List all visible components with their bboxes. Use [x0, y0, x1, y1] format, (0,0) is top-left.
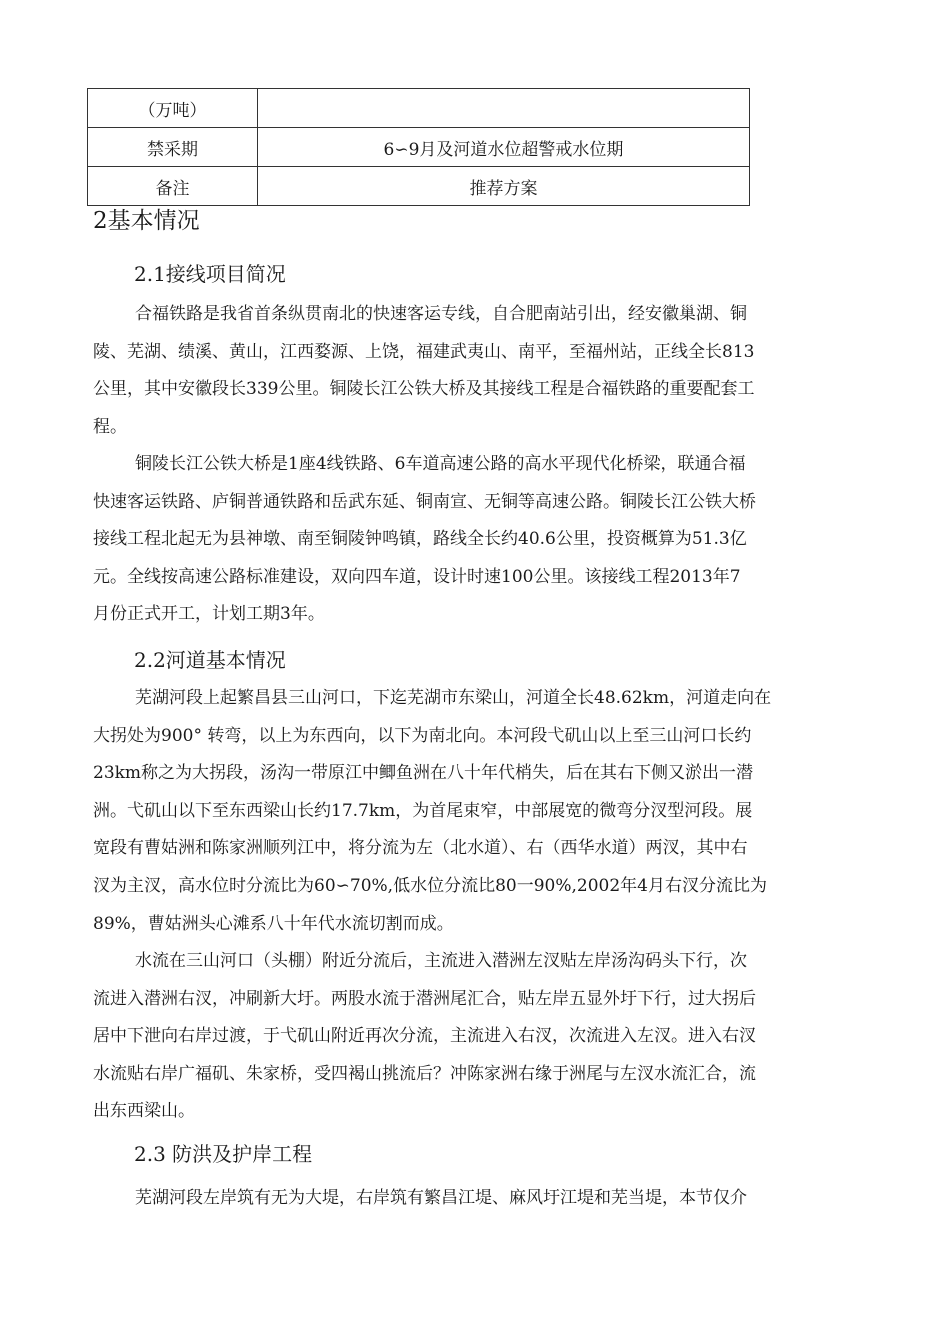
- text-line: 合福铁路是我省首条纵贯南北的快速客运专线，自合肥南站引出，经安徽巢湖、铜: [135, 304, 747, 324]
- text-line: 水流在三山河口（头棚）附近分流后，主流进入潜洲左汊贴左岸汤沟码头下行，次: [135, 951, 747, 971]
- text-line: 宽段有曹姑洲和陈家洲顺列江中，将分流为左（北水道）、右（西华水道）两汊，其中右: [93, 838, 748, 859]
- text-line: 流进入潜洲右汊，冲刷新大圩。两股水流于潜洲尾汇合，贴左岸五显外圩下行，过大拐后: [93, 988, 756, 1009]
- text-line: 公里，其中安徽段长339公里。铜陵长江公铁大桥及其接线工程是合福铁路的重要配套工: [93, 379, 755, 400]
- paragraph: [93, 680, 853, 943]
- table-cell-label: （万吨）: [88, 89, 258, 128]
- text-line: 洲。弋矶山以下至东西梁山长约17.7km，为首尾束窄，中部展宽的微弯分汊型河段。展: [93, 800, 753, 821]
- paragraph: [93, 296, 853, 446]
- text-line: 元。全线按高速公路标准建设，双向四车道，设计时速100公里。该接线工程2013年7: [93, 566, 741, 587]
- table-row: [88, 89, 750, 128]
- text-line: 芜湖河段左岸筑有无为大堤，右岸筑有繁昌江堤、麻风圩江堤和芜当堤，本节仅介: [135, 1188, 747, 1208]
- paragraph: [93, 446, 853, 634]
- text-line: 芜湖河段上起繁昌县三山河口，下迄芜湖市东梁山，河道全长48.62km，河道走向在: [135, 688, 772, 708]
- summary-table: [87, 88, 750, 206]
- text-line: 大拐处为900° 转弯，以上为东西向，以下为南北向。本河段弋矶山以上至三山河口长约: [93, 725, 752, 746]
- table-cell-label: 禁采期: [88, 128, 258, 167]
- text-line: 接线工程北起无为县神墩、南至铜陵钟鸣镇，路线全长约40.6公里，投资概算为51.3亿: [93, 529, 747, 550]
- text-line: 月份正式开工，计划工期3年。: [93, 604, 325, 625]
- table-cell-value: 6∽9月及河道水位超警戒水位期: [258, 128, 750, 167]
- subsection-heading: 2.2河道基本情况: [134, 648, 286, 672]
- table-row: [88, 167, 750, 206]
- text-line: 23km称之为大拐段，汤沟一带原江中鲫鱼洲在八十年代梢失，后在其右下侧又淤出一潜: [93, 763, 754, 784]
- paragraph: [93, 1180, 853, 1218]
- text-line: 89%，曹姑洲头心滩系八十年代水流切割而成。: [93, 913, 454, 934]
- text-line: 居中下泄向右岸过渡，于弋矶山附近再次分流，主流进入右汊，次流进入左汊。进入右汊: [93, 1026, 756, 1047]
- text-line: 铜陵长江公铁大桥是1座4线铁路、6车道高速公路的高水平现代化桥梁，联通合福: [135, 454, 746, 474]
- table-cell-value: 推荐方案: [258, 167, 750, 206]
- text-line: 汊为主汊，高水位时分流比为60∽70%,低水位分流比80一90%,2002年4月右汊分流比为: [93, 875, 767, 896]
- table-cell-value: [258, 89, 750, 128]
- text-line: 水流贴右岸广福矶、朱家桥，受四褐山挑流后？冲陈家洲右缘于洲尾与左汊水流汇合，流: [93, 1063, 756, 1084]
- text-line: 快速客运铁路、庐铜普通铁路和岳武东延、铜南宣、无铜等高速公路。铜陵长江公铁大桥: [93, 491, 756, 512]
- table-row: [88, 128, 750, 167]
- text-line: 程。: [93, 416, 127, 437]
- subsection-heading: 2.1接线项目简况: [134, 262, 286, 286]
- table-cell-label: 备注: [88, 167, 258, 206]
- section-heading: 2基本情况: [93, 208, 200, 234]
- subsection-heading: 2.3 防洪及护岸工程: [134, 1142, 313, 1166]
- paragraph: [93, 943, 853, 1131]
- text-line: 出东西梁山。: [93, 1101, 195, 1122]
- text-line: 陵、芜湖、绩溪、黄山，江西婺源、上饶，福建武夷山、南平，至福州站，正线全长813: [93, 341, 755, 362]
